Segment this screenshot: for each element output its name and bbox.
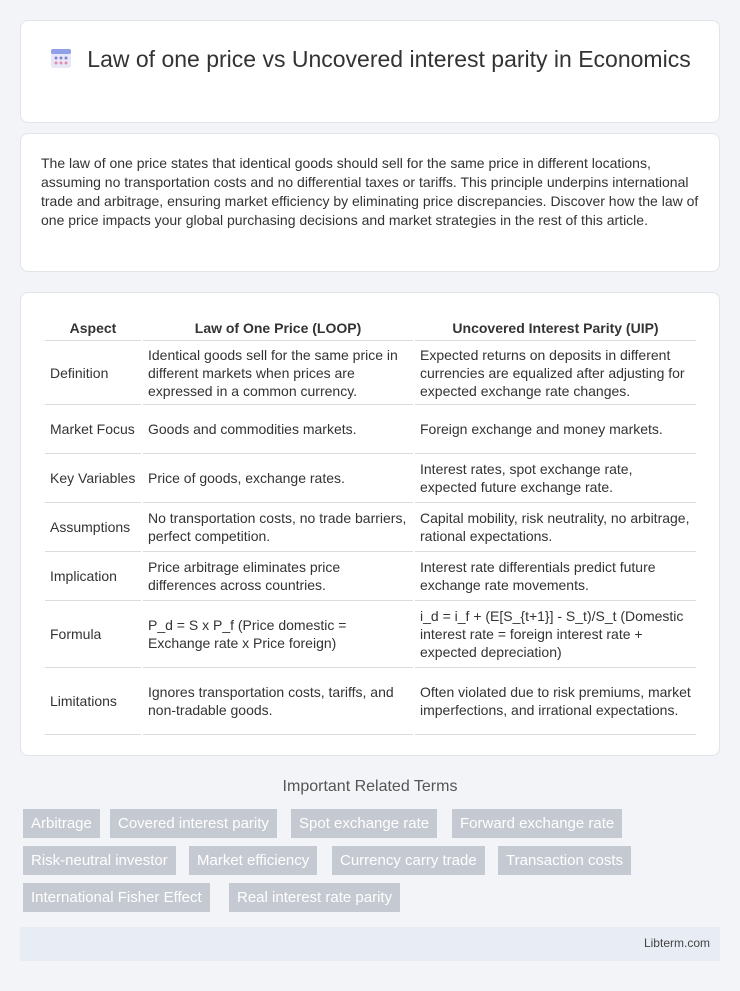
- cell-aspect: Key Variables: [45, 454, 141, 503]
- footer: [20, 927, 720, 961]
- table-row: [45, 601, 696, 668]
- cell-aspect: Assumptions: [45, 503, 141, 552]
- related-terms-heading: Important Related Terms: [282, 778, 458, 795]
- footer-site-link[interactable]: Libterm.com: [643, 936, 710, 950]
- cell-loop: Identical goods sell for the same price in different markets when prices are expressed in a common currency.: [143, 341, 413, 405]
- cell-aspect: Limitations: [45, 668, 141, 735]
- table-row: [45, 503, 696, 552]
- cell-loop: Goods and commodities markets.: [143, 405, 413, 454]
- related-term-tag[interactable]: Real interest rate parity: [229, 883, 400, 912]
- cell-loop: Price arbitrage eliminates price differences across countries.: [143, 552, 413, 601]
- related-term-tag[interactable]: Market efficiency: [189, 846, 317, 875]
- header-aspect: Aspect: [45, 315, 141, 341]
- page-title-wrap: [21, 45, 719, 74]
- comparison-table: [43, 315, 698, 735]
- cell-uip: Expected returns on deposits in different currencies are equalized after adjusting for expected exchange rate changes.: [415, 341, 696, 405]
- cell-loop: P_d = S x P_f (Price domestic = Exchange rate x Price foreign): [143, 601, 413, 668]
- cell-uip: Often violated due to risk premiums, market imperfections, and irrational expectations.: [415, 668, 696, 735]
- table-header-row: [45, 315, 696, 341]
- intro-card: [20, 133, 720, 272]
- comparison-table-card: [20, 292, 720, 756]
- table-row: [45, 341, 696, 405]
- related-term-tag[interactable]: Currency carry trade: [332, 846, 485, 875]
- cell-uip: Interest rate differentials predict future exchange rate movements.: [415, 552, 696, 601]
- cell-aspect: Formula: [45, 601, 141, 668]
- cell-loop: Price of goods, exchange rates.: [143, 454, 413, 503]
- related-term-tag[interactable]: Forward exchange rate: [452, 809, 622, 838]
- cell-aspect: Definition: [45, 341, 141, 405]
- related-term-tag[interactable]: Transaction costs: [498, 846, 631, 875]
- cell-loop: Ignores transportation costs, tariffs, and non-tradable goods.: [143, 668, 413, 735]
- calendar-grid-icon: [49, 46, 73, 70]
- cell-uip: Capital mobility, risk neutrality, no arbitrage, rational expectations.: [415, 503, 696, 552]
- table-row: [45, 405, 696, 454]
- intro-paragraph: The law of one price states that identical goods should sell for the same price in different locations, assuming no transportation costs and no differential taxes or tariffs. This principle underpins international trade and arbitrage, ensuring market efficiency by eliminating price discrepancies. Discover how the law of one price impacts your global purchasing decisions and market strategies in the rest of this article.: [41, 155, 699, 228]
- related-term-tag[interactable]: Spot exchange rate: [291, 809, 437, 838]
- cell-aspect: Market Focus: [45, 405, 141, 454]
- cell-uip: Interest rates, spot exchange rate, expected future exchange rate.: [415, 454, 696, 503]
- cell-uip: i_d = i_f + (E[S_{t+1}] - S_t)/S_t (Domestic interest rate = foreign interest rate + expected depreciation): [415, 601, 696, 668]
- related-term-tag[interactable]: International Fisher Effect: [23, 883, 210, 912]
- header-uip: Uncovered Interest Parity (UIP): [415, 315, 696, 341]
- cell-uip: Foreign exchange and money markets.: [415, 405, 696, 454]
- related-term-tag[interactable]: Covered interest parity: [110, 809, 277, 838]
- title-card: [20, 20, 720, 123]
- cell-loop: No transportation costs, no trade barriers, perfect competition.: [143, 503, 413, 552]
- table-row: [45, 552, 696, 601]
- page-title: Law of one price vs Uncovered interest parity in Economics: [87, 46, 691, 72]
- related-term-tag[interactable]: Risk-neutral investor: [23, 846, 176, 875]
- cell-aspect: Implication: [45, 552, 141, 601]
- table-row: [45, 454, 696, 503]
- header-loop: Law of One Price (LOOP): [143, 315, 413, 341]
- related-term-tag[interactable]: Arbitrage: [23, 809, 100, 838]
- table-row: [45, 668, 696, 735]
